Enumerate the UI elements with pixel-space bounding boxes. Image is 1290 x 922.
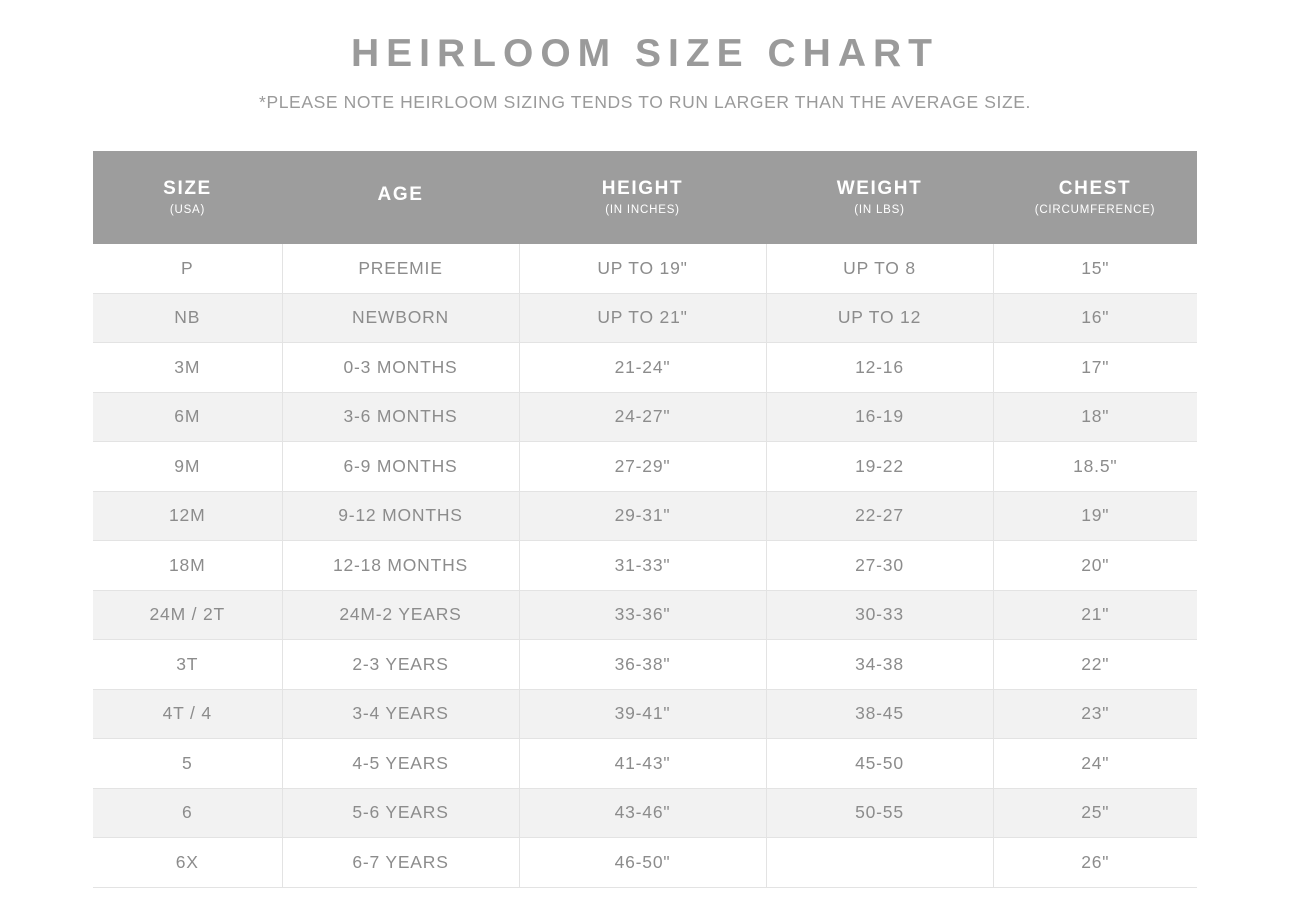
cell-age: 24M-2 YEARS	[282, 590, 519, 640]
cell-weight: 16-19	[766, 392, 993, 442]
cell-size: 9M	[93, 442, 282, 492]
cell-height: UP TO 21"	[519, 293, 766, 343]
table-row	[93, 392, 1197, 442]
cell-weight: 27-30	[766, 541, 993, 591]
cell-chest: 24"	[993, 739, 1197, 789]
cell-chest: 19"	[993, 491, 1197, 541]
cell-chest: 22"	[993, 640, 1197, 690]
cell-weight: 30-33	[766, 590, 993, 640]
table-row	[93, 343, 1197, 393]
column-header-weight-sublabel: (IN LBS)	[854, 203, 905, 216]
cell-chest: 17"	[993, 343, 1197, 393]
cell-height: 24-27"	[519, 392, 766, 442]
cell-age: 2-3 YEARS	[282, 640, 519, 690]
cell-weight: 19-22	[766, 442, 993, 492]
cell-height: 31-33"	[519, 541, 766, 591]
cell-chest: 21"	[993, 590, 1197, 640]
cell-size: 18M	[93, 541, 282, 591]
column-header-size-label: SIZE	[163, 178, 212, 200]
table-row	[93, 640, 1197, 690]
table-header-row	[93, 151, 1197, 244]
cell-weight: 50-55	[766, 788, 993, 838]
cell-age: 3-4 YEARS	[282, 689, 519, 739]
cell-size: 3M	[93, 343, 282, 393]
cell-weight	[766, 838, 993, 888]
page-subtitle-note: *PLEASE NOTE HEIRLOOM SIZING TENDS TO RUN LARGER THAN THE AVERAGE SIZE.	[259, 91, 1031, 112]
page-title: HEIRLOOM SIZE CHART	[351, 32, 939, 75]
cell-size: 6M	[93, 392, 282, 442]
column-header-chest-sublabel: (CIRCUMFERENCE)	[1034, 203, 1156, 216]
table-row	[93, 838, 1197, 888]
cell-weight: 45-50	[766, 739, 993, 789]
cell-chest: 23"	[993, 689, 1197, 739]
cell-size: 6X	[93, 838, 282, 888]
cell-weight: 34-38	[766, 640, 993, 690]
cell-age: 4-5 YEARS	[282, 739, 519, 789]
cell-weight: UP TO 8	[766, 244, 993, 293]
cell-height: 46-50"	[519, 838, 766, 888]
column-header-age-label: AGE	[377, 184, 424, 206]
cell-weight: UP TO 12	[766, 293, 993, 343]
cell-chest: 25"	[993, 788, 1197, 838]
table-row	[93, 541, 1197, 591]
cell-age: 3-6 MONTHS	[282, 392, 519, 442]
column-header-weight	[766, 151, 993, 244]
column-header-size	[93, 151, 282, 244]
table-row	[93, 244, 1197, 293]
cell-weight: 38-45	[766, 689, 993, 739]
cell-age: PREEMIE	[282, 244, 519, 293]
table-row	[93, 689, 1197, 739]
cell-chest: 16"	[993, 293, 1197, 343]
cell-height: 43-46"	[519, 788, 766, 838]
cell-age: 0-3 MONTHS	[282, 343, 519, 393]
table-row	[93, 491, 1197, 541]
cell-height: 33-36"	[519, 590, 766, 640]
cell-age: 6-9 MONTHS	[282, 442, 519, 492]
cell-height: UP TO 19"	[519, 244, 766, 293]
cell-size: 5	[93, 739, 282, 789]
table-row	[93, 293, 1197, 343]
cell-weight: 22-27	[766, 491, 993, 541]
table-row	[93, 739, 1197, 789]
column-header-height-sublabel: (IN INCHES)	[605, 203, 680, 216]
cell-size: NB	[93, 293, 282, 343]
column-header-chest-label: CHEST	[1058, 178, 1132, 200]
cell-size: P	[93, 244, 282, 293]
table-body	[93, 244, 1197, 887]
cell-size: 24M / 2T	[93, 590, 282, 640]
column-header-weight-label: WEIGHT	[836, 178, 923, 200]
table-header	[93, 151, 1197, 244]
cell-age: 12-18 MONTHS	[282, 541, 519, 591]
size-chart-table	[93, 151, 1197, 888]
cell-age: 9-12 MONTHS	[282, 491, 519, 541]
cell-age: 6-7 YEARS	[282, 838, 519, 888]
cell-chest: 15"	[993, 244, 1197, 293]
cell-age: NEWBORN	[282, 293, 519, 343]
cell-height: 36-38"	[519, 640, 766, 690]
cell-height: 41-43"	[519, 739, 766, 789]
cell-height: 39-41"	[519, 689, 766, 739]
cell-height: 29-31"	[519, 491, 766, 541]
cell-chest: 18"	[993, 392, 1197, 442]
cell-size: 4T / 4	[93, 689, 282, 739]
cell-weight: 12-16	[766, 343, 993, 393]
column-header-chest	[993, 151, 1197, 244]
cell-chest: 20"	[993, 541, 1197, 591]
table-row	[93, 788, 1197, 838]
column-header-height	[519, 151, 766, 244]
column-header-height-label: HEIGHT	[601, 178, 684, 200]
cell-height: 21-24"	[519, 343, 766, 393]
column-header-age	[282, 151, 519, 244]
cell-chest: 18.5"	[993, 442, 1197, 492]
cell-size: 6	[93, 788, 282, 838]
cell-age: 5-6 YEARS	[282, 788, 519, 838]
size-chart-table-wrapper	[93, 151, 1197, 888]
table-row	[93, 590, 1197, 640]
column-header-size-sublabel: (USA)	[169, 203, 206, 216]
cell-size: 3T	[93, 640, 282, 690]
table-row	[93, 442, 1197, 492]
cell-chest: 26"	[993, 838, 1197, 888]
cell-size: 12M	[93, 491, 282, 541]
cell-height: 27-29"	[519, 442, 766, 492]
